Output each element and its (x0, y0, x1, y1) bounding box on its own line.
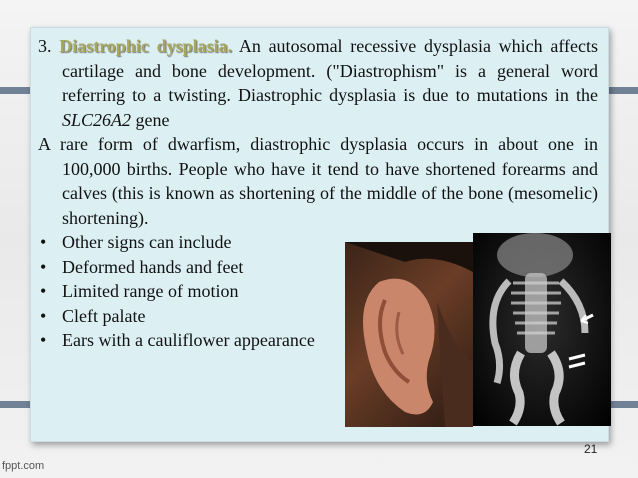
paragraph-description: A rare form of dwarfism, diastrophic dysplasia occurs in about one in 100,000 births. People who have it tend to have shortened forearms and calves (this is known as shortening of the middle of the bone (mesomelic) shortening). (38, 134, 598, 228)
list-item: • Limited range of motion (38, 279, 598, 304)
list-item: • Other signs can include (38, 230, 598, 255)
para1-text: An autosomal recessive dysplasia which affects cartilage and bone development. ("Diastrophism" is a general word referring to a twisting. Diastrophic dysplasia is due to mutations in the (62, 36, 598, 105)
page-number: 21 (584, 442, 598, 456)
ear-illustration (345, 242, 473, 427)
number-label: 3. (38, 36, 52, 56)
gene-name: SLC26A2 (62, 109, 132, 130)
list-item: • Deformed hands and feet (38, 255, 598, 280)
paragraph-definition (38, 34, 598, 132)
heading: Diastrophic dysplasia. (59, 36, 233, 56)
list-item: • Cleft palate (38, 304, 598, 329)
para1-end: gene (131, 109, 170, 130)
xray-image (473, 233, 611, 426)
ear-photo (345, 242, 473, 427)
list-item: • Ears with a cauliflower appearance (38, 328, 598, 353)
skeleton-illustration (473, 233, 611, 426)
brand-watermark: fppt.com (2, 460, 45, 472)
